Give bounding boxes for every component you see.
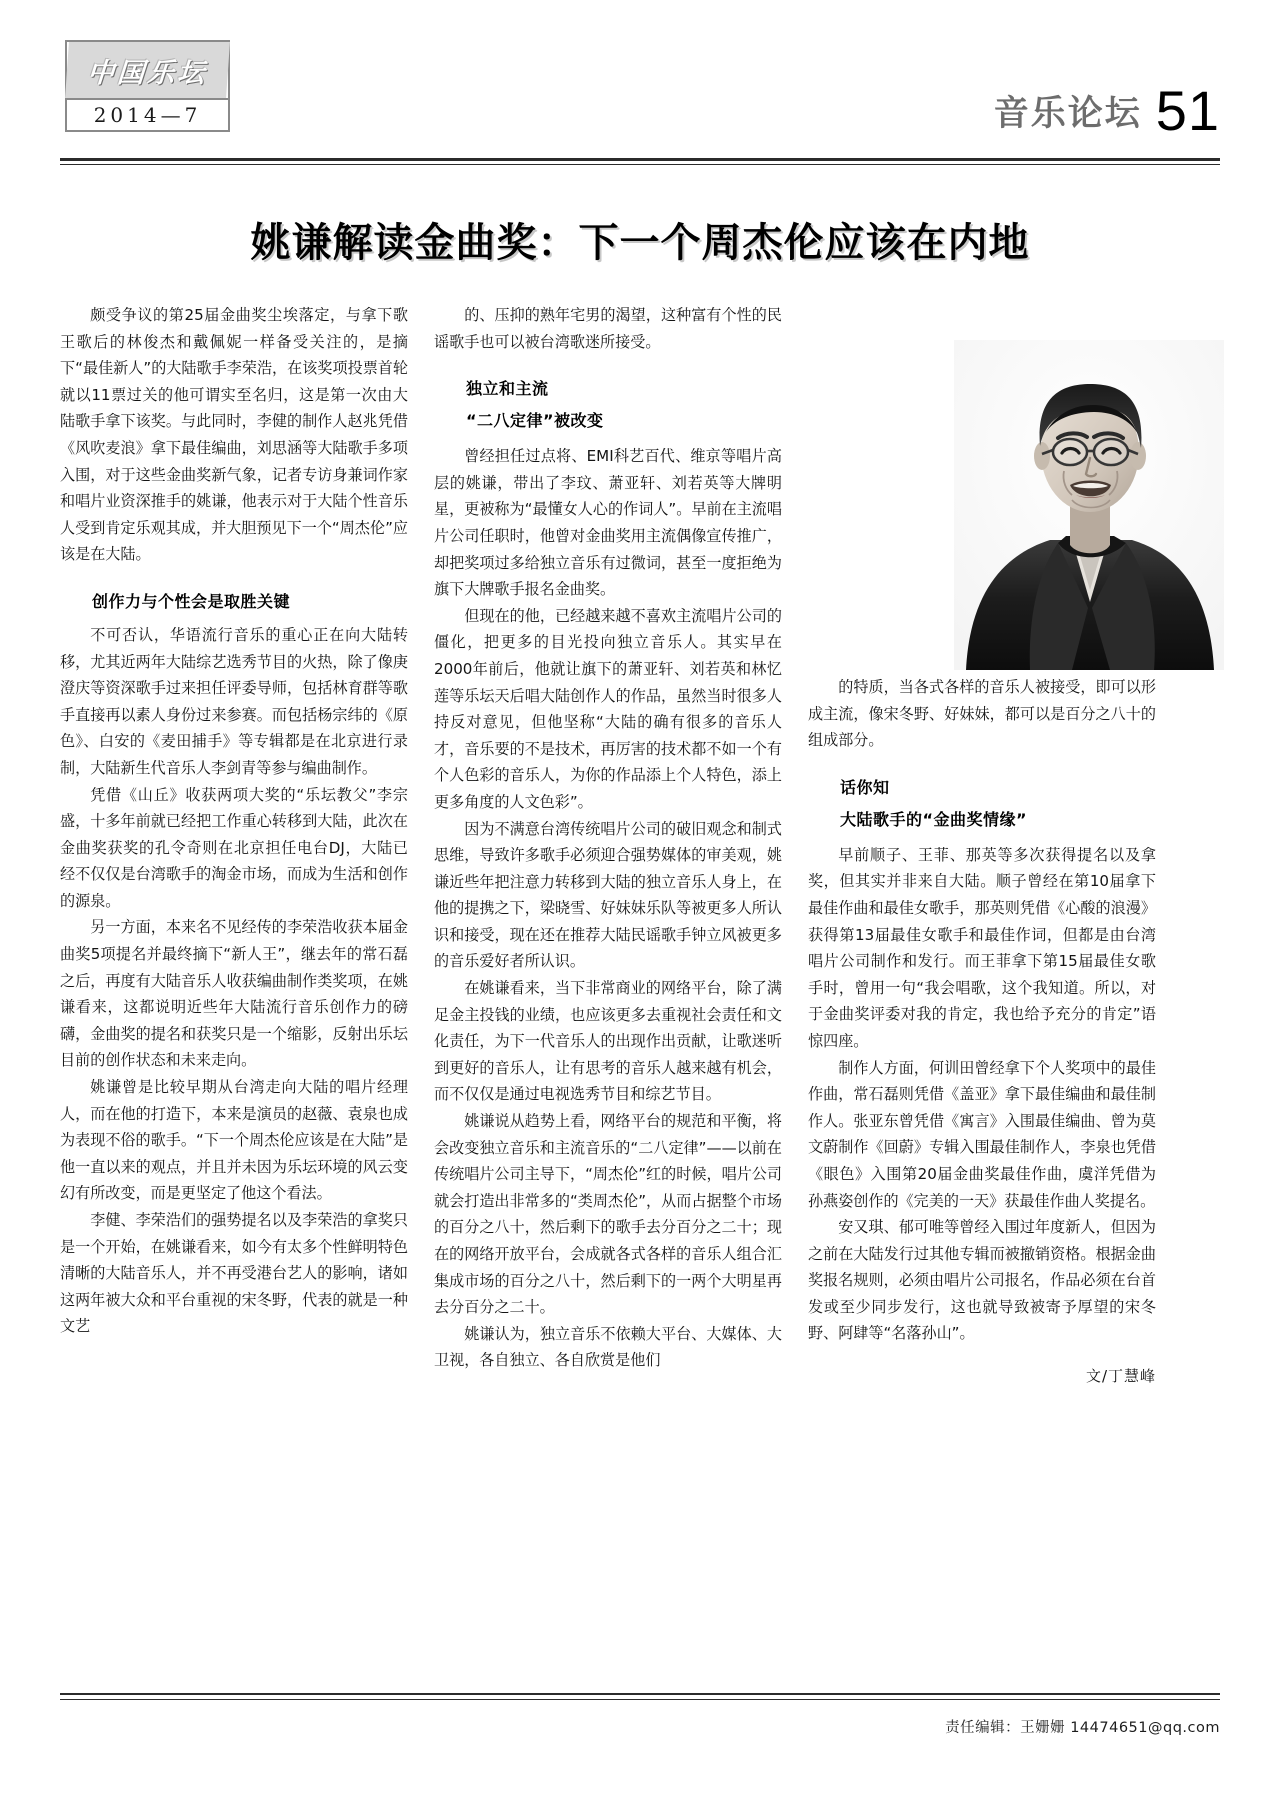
masthead: [60, 28, 1220, 158]
page-number: 51: [1155, 78, 1220, 142]
subheading: 独立和主流: [466, 379, 549, 399]
subheading: 创作力与个性会是取胜关键: [92, 591, 291, 611]
footer-rule-thick: [60, 1693, 1220, 1695]
subheading: “二八定律”被改变: [466, 411, 604, 431]
subheading: 大陆歌手的“金曲奖情缘”: [840, 809, 1028, 829]
footer-credit: 责任编辑：王姗姗 14474651@qq.com: [945, 1720, 1220, 1736]
paragraph: 制作人方面，何训田曾经拿下个人奖项中的最佳作曲，常石磊则凭借《盖亚》拿下最佳编曲和最佳制作人。张亚东曾凭借《寓言》入围最佳编曲、曾为莫文蔚制作《回蔚》专辑入围最佳制作人，李泉也凭借《眼色》入围第20届金曲奖最佳作曲，虞洋凭借为孙燕姿创作的《完美的一天》获最佳作曲人奖提名。: [808, 1058, 1156, 1210]
section-title: 音乐论坛: [993, 94, 1142, 134]
paragraph: 安又琪、郁可唯等曾经入围过年度新人，但因为之前在大陆发行过其他专辑而被撤销资格。根据金曲奖报名规则，必须由唱片公司报名，作品必须在台首发或至少同步发行，这也就导致被寄予厚望的宋冬野、阿肆等“名落孙山”。: [808, 1218, 1156, 1343]
article-columns: [60, 302, 1220, 1497]
paragraph: 姚谦曾是比较早期从台湾走向大陆的唱片经理人，而在他的打造下，本来是演员的赵薇、袁泉也成为表现不俗的歌手。“下一个周杰伦应该是在大陆”是他一直以来的观点，并且并未因为乐坛环境的风云变幻有所改变，而是更坚定了他这个看法。: [60, 1078, 408, 1203]
paragraph: 曾经担任过点将、EMI科艺百代、维京等唱片高层的姚谦，带出了李玟、萧亚轩、刘若英等大牌明星，更被称为“最懂女人心的作词人”。早前在主流唱片公司任职时，他曾对金曲奖用主流偶像宣传推广，却把奖项过多给独立音乐有过微词，甚至一度拒绝为旗下大牌歌手报名金曲奖。: [434, 447, 782, 599]
paragraph: 不可否认，华语流行音乐的重心正在向大陆转移，尤其近两年大陆综艺选秀节目的火热，除了像庚澄庆等资深歌手过来担任评委导师，包括林育群等歌手直接再以素人身份过来参赛。而包括杨宗纬的《原色》、白安的《麦田捕手》等专辑都是在北京进行录制，大陆新生代音乐人李剑青等参与编曲制作。: [60, 625, 408, 777]
article-byline: 文/丁慧峰: [1085, 1367, 1156, 1386]
paragraph: 颇受争议的第25届金曲奖尘埃落定，与拿下歌王歌后的林俊杰和戴佩妮一样备受关注的，是摘下“最佳新人”的大陆歌手李荣浩，在该奖项投票首轮就以11票过关的他可谓实至名归，这是第一次由大陆歌手拿下该奖。与此同时，李健的制作人赵兆凭借《风吹麦浪》拿下最佳编曲，刘思涵等大陆歌手多项入围，对于这些金曲奖新气象，记者专访身兼词作家和唱片业资深推手的姚谦，他表示对于大陆个性音乐人受到肯定乐观其成，并大胆预见下一个“周杰伦”应该是在大陆。: [60, 306, 408, 564]
paragraph: 早前顺子、王菲、那英等多次获得提名以及拿奖，但其实并非来自大陆。顺子曾经在第10届拿下最佳作曲和最佳女歌手，那英则凭借《心酸的浪漫》获得第13届最佳女歌手和最佳作词，但都是由台湾唱片公司制作和发行。而王菲拿下第15届最佳女歌手时，曾用一句“我会唱歌，这个我知道。所以，对于金曲奖评委对我的肯定，我也给予充分的肯定”语惊四座。: [808, 845, 1156, 1050]
paragraph: 凭借《山丘》收获两项大奖的“乐坛教父”李宗盛，十多年前就已经把工作重心转移到大陆，此次在金曲奖获奖的孔令奇则在北京担任电台DJ，大陆已经不仅仅是台湾歌手的淘金市场，而成为生活和创作的源泉。: [60, 785, 408, 910]
publication-logo: [65, 40, 230, 132]
footer-rule-thin: [60, 1699, 1220, 1700]
paragraph: 的、压抑的熟年宅男的渴望，这种富有个性的民谣歌手也可以被台湾歌迷所接受。: [434, 306, 782, 351]
portrait-svg: [954, 340, 1224, 670]
logo-title: 中国乐坛: [65, 42, 230, 98]
paragraph: 另一方面，本来名不见经传的李荣浩收获本届金曲奖5项提名并最终摘下“新人王”，继去年的常石磊之后，再度有大陆音乐人收获编曲制作类奖项，在姚谦看来，这都说明近些年大陆流行音乐创作力的磅礴，金曲奖的提名和获奖只是一个缩影，反射出乐坛目前的创作状态和未来走向。: [60, 918, 408, 1070]
paragraph: 在姚谦看来，当下非常商业的网络平台，除了满足金主投钱的业绩，也应该更多去重视社会责任和文化责任，为下一代音乐人的出现作出贡献，让歌迷听到更好的音乐人，让有思考的音乐人越来越有机会，而不仅仅是通过电视选秀节目和综艺节目。: [434, 979, 782, 1104]
column-2: [434, 302, 782, 1497]
column-1: [60, 302, 408, 1497]
logo-issue-date: 2014—7: [67, 98, 228, 130]
magazine-page: [0, 28, 1280, 1803]
paragraph: 姚谦认为，独立音乐不依赖大平台、大媒体、大卫视，各自独立、各自欣赏是他们: [434, 1324, 782, 1370]
paragraph: 但现在的他，已经越来越不喜欢主流唱片公司的僵化，把更多的目光投向独立音乐人。其实早在2000年前后，他就让旗下的萧亚轩、刘若英和林忆莲等乐坛天后唱大陆创作人的作品，虽然当时很多人持反对意见，但他坚称“大陆的确有很多的音乐人才，音乐要的不是技术，再厉害的技术都不如一个有个人色彩的音乐人，为你的作品添上个人特色，添上更多角度的人文色彩”。: [434, 606, 782, 811]
article-headline: 姚谦解读金曲奖：下一个周杰伦应该在内地: [250, 219, 1030, 266]
portrait-image: [954, 340, 1224, 670]
paragraph: 姚谦说从趋势上看，网络平台的规范和平衡，将会改变独立音乐和主流音乐的“二八定律”——以前在传统唱片公司主导下，“周杰伦”红的时候，唱片公司就会打造出非常多的“类周杰伦”，从而占据整个市场的百分之八十，然后剩下的歌手去分百分之二十；现在的网络开放平台，会成就各式各样的音乐人组合汇集成市场的百分之八十，然后剩下的一两个大明星再去分百分之二十。: [434, 1112, 782, 1317]
header-rule-thin: [60, 164, 1220, 165]
paragraph: 李健、李荣浩们的强势提名以及李荣浩的拿奖只是一个开始，在姚谦看来，如今有太多个性鲜明特色清晰的大陆音乐人，并不再受港台艺人的影响，诸如这两年被大众和平台重视的宋冬野，代表的就是一种文艺: [60, 1211, 408, 1336]
paragraph: 因为不满意台湾传统唱片公司的破旧观念和制式思维，导致许多歌手必须迎合强势媒体的审美观，姚谦近些年把注意力转移到大陆的独立音乐人身上，在他的提携之下，梁晓雪、好妹妹乐队等被更多人所认识和接受，现在还在推荐大陆民谣歌手钟立风被更多的音乐爱好者所认识。: [434, 819, 782, 971]
masthead-right: [993, 78, 1220, 142]
article-photo: [954, 340, 1224, 670]
paragraph: 的特质，当各式各样的音乐人被接受，即可以形成主流，像宋冬野、好妹妹，都可以是百分之八十的组成部分。: [808, 678, 1156, 750]
header-rule-thick: [60, 158, 1220, 161]
subheading: 话你知: [840, 777, 890, 797]
